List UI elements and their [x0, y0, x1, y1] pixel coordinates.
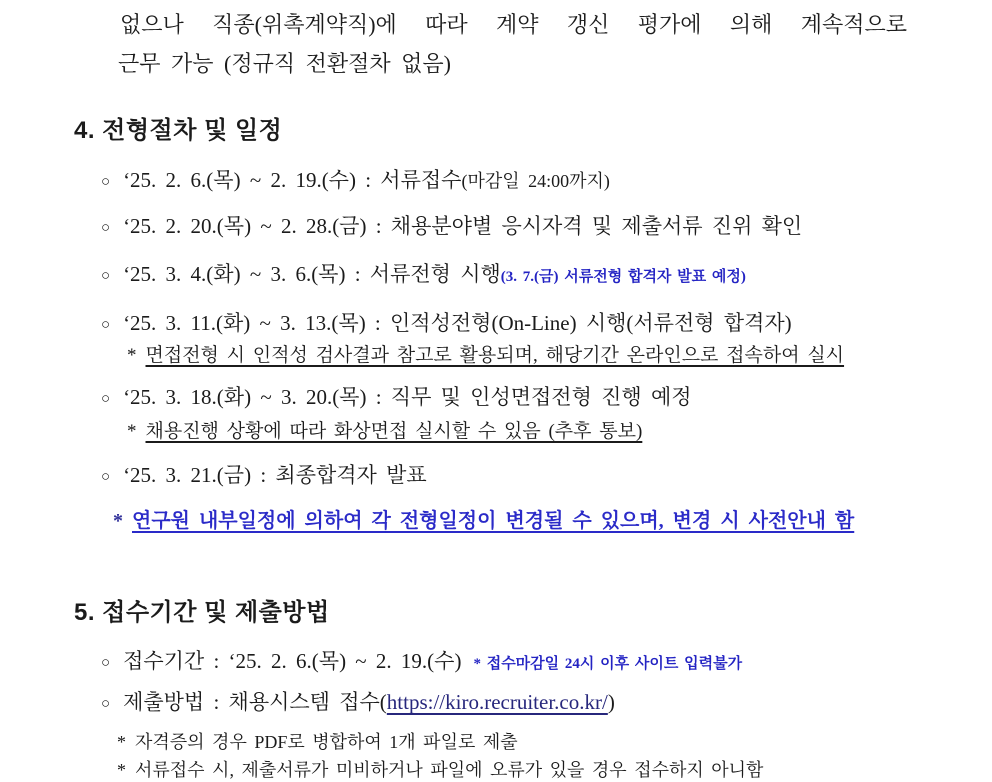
circle-bullet: ○: [101, 696, 111, 712]
asterisk-marker: *: [117, 760, 126, 780]
asterisk-marker: *: [117, 732, 126, 752]
submission-note-text: 자격증의 경우 PDF로 병합하여 1개 파일로 제출: [135, 732, 518, 752]
schedule-item-final-announcement: [101, 459, 427, 489]
circle-bullet: ○: [101, 469, 111, 485]
schedule-item-aptitude-test: [101, 307, 792, 337]
schedule-item-document-receipt: [101, 164, 610, 194]
asterisk-marker: *: [127, 345, 137, 366]
intro-line-2: 근무 가능 (정규직 전환절차 없음): [118, 51, 451, 76]
submission-method-suffix: ): [607, 690, 615, 714]
schedule-item-text: ‘25. 2. 6.(목) ~ 2. 19.(수) : 서류접수: [123, 168, 462, 192]
circle-bullet: ○: [101, 220, 111, 236]
asterisk-marker: *: [113, 510, 123, 532]
intro-line-1: 없으나 직종(위촉계약직)에 따라 계약 갱신 평가에 의해 계속적으로: [120, 12, 907, 37]
submission-period-text: 접수기간 : ‘25. 2. 6.(목) ~ 2. 19.(수): [123, 649, 462, 673]
submission-note-pdf: [117, 728, 518, 754]
schedule-item-interview: [101, 381, 692, 411]
schedule-item-text: ‘25. 3. 11.(화) ~ 3. 13.(목) : 인적성전형(On-Line) 시행(서류전형 합격자): [123, 311, 792, 335]
schedule-item-paren: (마감일 24:00까지): [461, 171, 610, 191]
schedule-item-eligibility-check: [101, 210, 802, 240]
schedule-item-blue-note: (3. 7.(금) 서류전형 합격자 발표 예정): [500, 269, 746, 285]
schedule-subnote-text: 채용진행 상황에 따라 화상면접 실시할 수 있음 (추후 통보): [145, 421, 643, 442]
circle-bullet: ○: [101, 391, 111, 407]
schedule-subnote-text: 면접전형 시 인적성 검사결과 참고로 활용되며, 해당기간 온라인으로 접속하여 실시: [145, 345, 845, 366]
schedule-item-text: ‘25. 3. 21.(금) : 최종합격자 발표: [123, 463, 427, 487]
submission-note-incomplete: [117, 756, 763, 782]
schedule-subnote-interview: [127, 416, 642, 443]
submission-method-text: 제출방법 : 채용시스템 접수(: [123, 690, 387, 714]
schedule-item-text: ‘25. 3. 18.(화) ~ 3. 20.(목) : 직무 및 인성면접전형 진행 예정: [123, 385, 692, 409]
schedule-change-footnote-text: 연구원 내부일정에 의하여 각 전형일정이 변경될 수 있으며, 변경 시 사전안내 함: [132, 510, 855, 532]
circle-bullet: ○: [101, 174, 111, 190]
section4-heading: 4. 전형절차 및 일정: [74, 117, 283, 144]
circle-bullet: ○: [101, 268, 111, 284]
schedule-change-footnote: [113, 504, 854, 533]
submission-method-item: [101, 686, 615, 716]
submission-period-blue-note: * 접수마감일 24시 이후 사이트 입력불가: [473, 656, 743, 672]
submission-period-item: [101, 645, 742, 675]
recruitment-site-link[interactable]: https://kiro.recruiter.co.kr/: [386, 690, 608, 714]
schedule-item-text: ‘25. 3. 4.(화) ~ 3. 6.(목) : 서류전형 시행: [123, 262, 501, 286]
circle-bullet: ○: [101, 317, 111, 333]
submission-note-text: 서류접수 시, 제출서류가 미비하거나 파일에 오류가 있을 경우 접수하지 아니함: [135, 760, 764, 780]
schedule-item-text: ‘25. 2. 20.(목) ~ 2. 28.(금) : 채용분야별 응시자격 및 제출서류 진위 확인: [123, 214, 803, 238]
circle-bullet: ○: [101, 655, 111, 671]
schedule-item-document-screening: [101, 258, 746, 288]
schedule-subnote-aptitude: [127, 340, 844, 367]
section5-heading: 5. 접수기간 및 제출방법: [74, 599, 330, 626]
asterisk-marker: *: [127, 421, 137, 442]
